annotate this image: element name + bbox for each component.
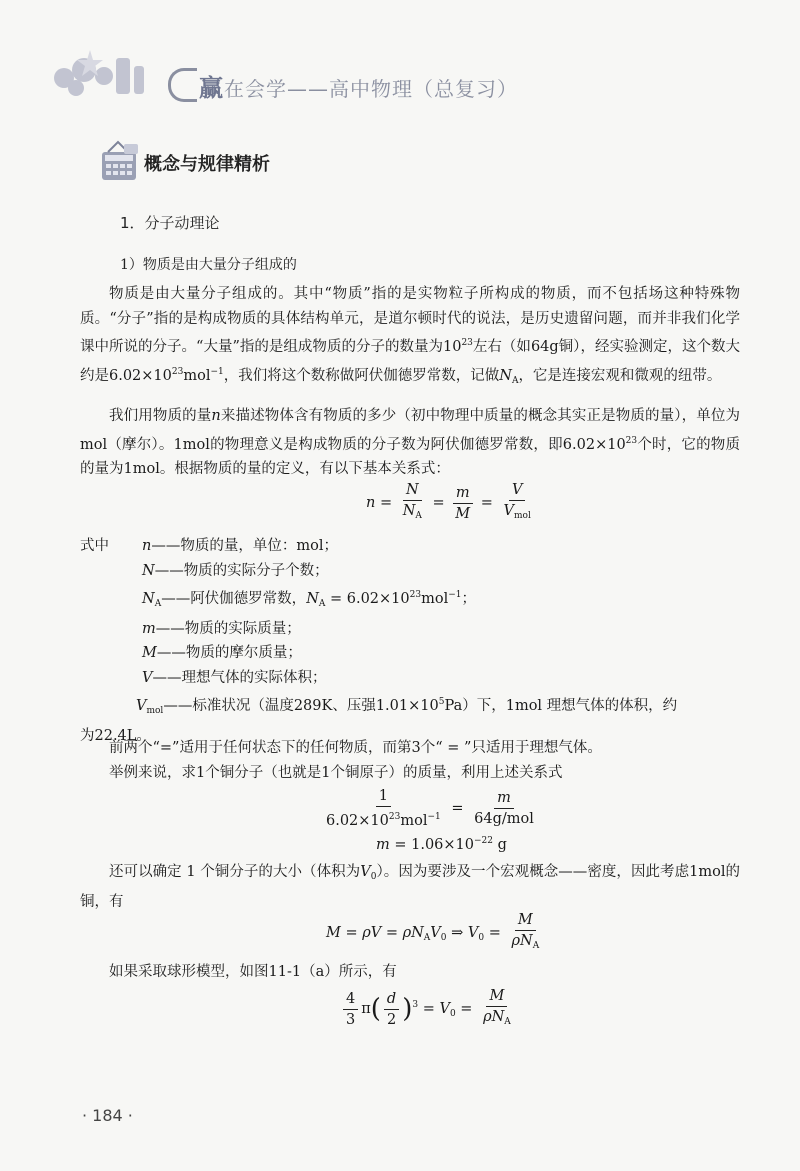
brand-text: 在会学——高中物理（总复习） (224, 77, 518, 101)
symbol-definitions: 式中 n——物质的量，单位：mol； N——物质的实际分子个数； $N_A——$阿伏伽德罗常数，$N_A = 6.02\times 10^{23}mol^{-1}$； m——物质的实际质量； M——物质的摩尔质量； V——理想气体的实际体积； $V_{mol}——$标准状况（温度289K、压强$1.01\times 10^5Pa$）下，1mol 理想气体的体积，约 为22.4L。 (80, 538, 678, 744)
running-header (40, 42, 760, 112)
section-title: 概念与规律精析 (144, 154, 270, 175)
equation-mass-result: $m = 1.06\times 10^{-22}$ g (376, 836, 507, 853)
paragraph-2: 我们用物质的量n来描述物体含有物质的多少（初中物理中质量的概念其实正是物质的量），单位为mol（摩尔）。1mol的物理意义是构成物质的分子数为阿伏伽德罗常数，即$6.02\times 10^{23}$个时，它的物质的量为1mol。根据物质的量的定义，有以下基本关系式： (80, 408, 741, 477)
decorative-star-icon (46, 48, 166, 104)
page-number: · 184 · (82, 1106, 133, 1125)
equation-copper-mass: $\frac{1}{6.02\times 10^{23}mol^{-1}}$ = $\frac{m}{\text{64g/mol}}$ (326, 788, 534, 829)
paragraph-4: 举例来说，求1个铜分子（也就是1个铜原子）的质量，利用上述关系式 (109, 765, 563, 781)
brand-logo-icon (168, 68, 197, 102)
paragraph-5: 还可以确定 1 个铜分子的大小（体积为$V_0$）。因为要涉及一个宏观概念——密度，因此考虑1mol的铜，有 (80, 864, 741, 910)
paragraph-3: 前两个“=”适用于任何状态下的任何物质，而第3个“ = ”只适用于理想气体。 (109, 740, 602, 756)
brand-char: 赢 (199, 74, 224, 102)
calendar-calculator-icon (98, 140, 142, 184)
subheading-matter-molecules: 1）物质是由大量分子组成的 (120, 257, 297, 273)
equation-volume: $M = \rho V = \rho N_AV_0$ ⇒ $V_0$ = $\frac{M}{\rho N_A}$ (326, 912, 540, 951)
equation-sphere-model: $\frac{4}{3}$ π( $\frac{d}{2}$ )$^3 = V_0$ = $\frac{M}{\rho N_A}$ (340, 986, 517, 1032)
equation-moles: n = $\frac{N}{N_A}$ = $\frac{m}{M}$ = $\frac{V}{V_{mol}}$ (366, 482, 531, 522)
paragraph-1: 物质是由大量分子组成的。其中“物质”指的是实物粒子所构成的物质，而不包括场这种特殊物质。“分子”指的是构成物质的具体结构单元，是道尔顿时代的说法，是历史遗留问题，而并非我们化学课中所说的分子。“大量”指的是组成物质的分子的数量为$10^{23}$左右（如64g铜），经实验测定，这个数大约是$6.02\times 10^{23}mol^{-1}$，我们将这个数称做阿伏伽德罗常数，记做$N_A$，它是连接宏观和微观的纽带。 (80, 286, 741, 386)
heading-molecular-kinetic-theory: 1．分子动理论 (120, 214, 220, 232)
paragraph-6: 如果采取球形模型，如图11-1（a）所示，有 (109, 964, 397, 980)
book-title (168, 68, 518, 103)
